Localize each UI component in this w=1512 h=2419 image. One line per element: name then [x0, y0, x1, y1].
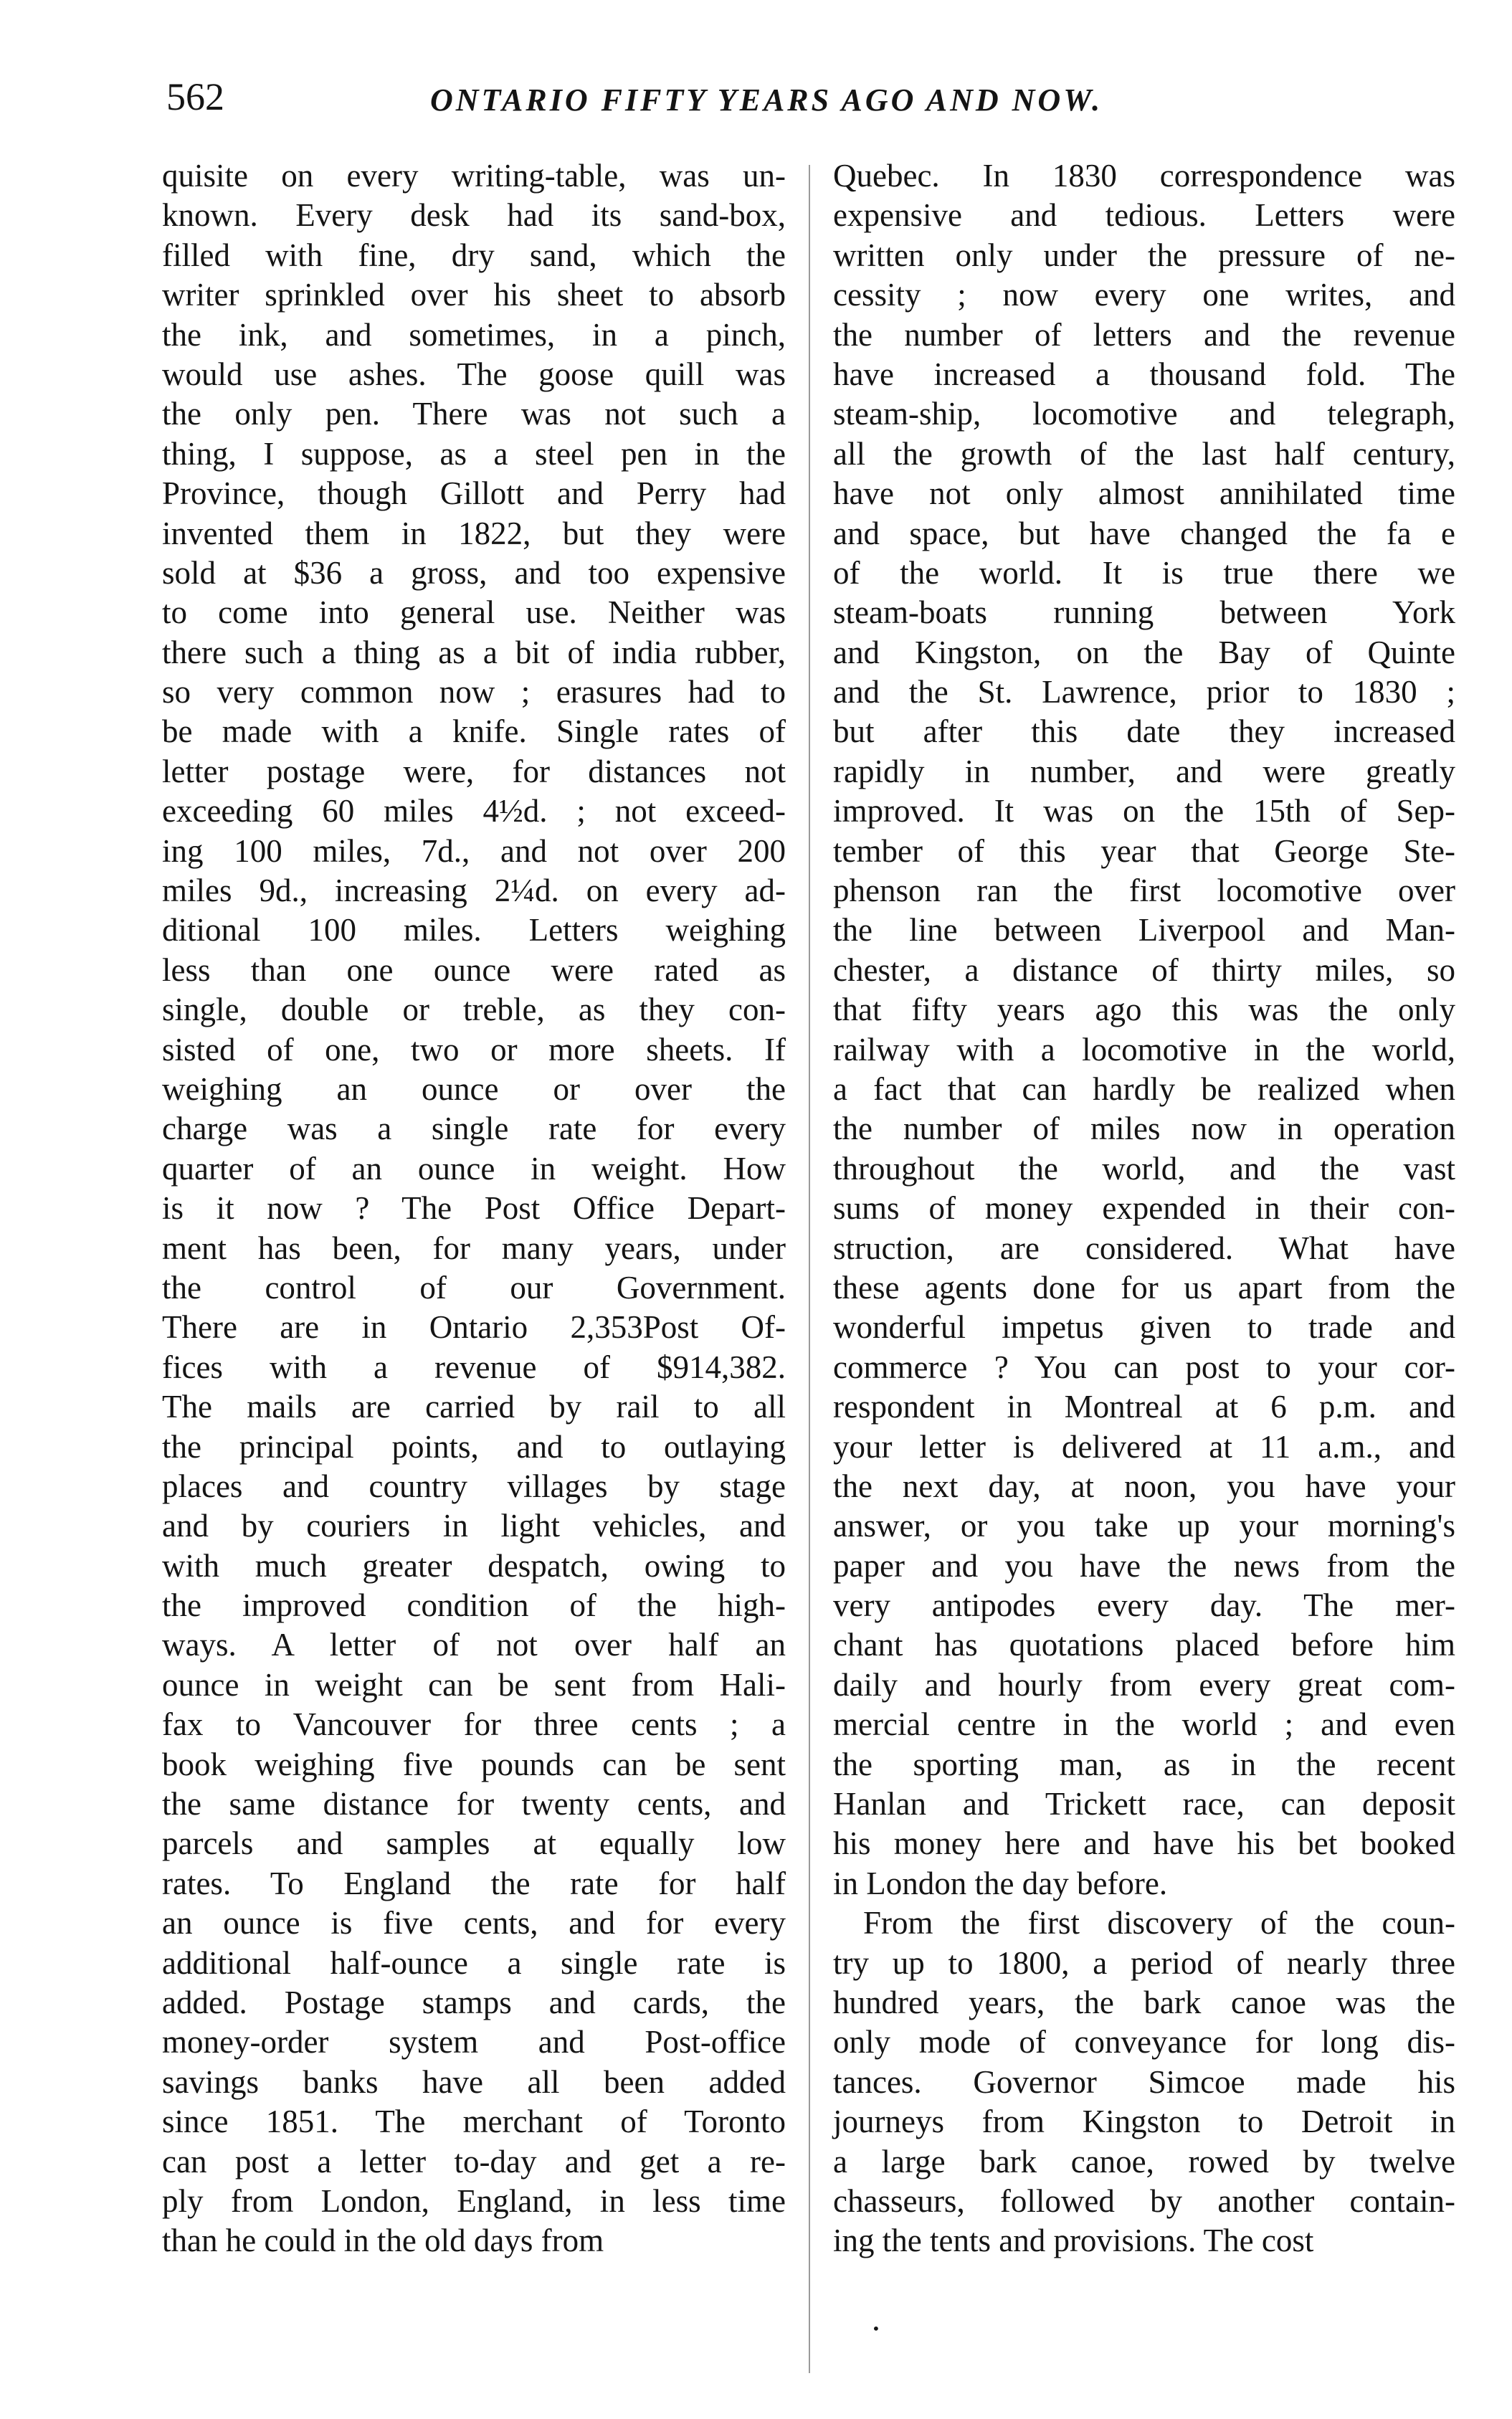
text-line: quarter of an ounce in weight. How — [162, 1150, 786, 1187]
text-line: phenson ran the first locomotive over — [833, 873, 1455, 909]
text-line: weighing an ounce or over the — [162, 1070, 786, 1107]
text-line: expensive and tedious. Letters were — [833, 197, 1455, 234]
text-line: thing, I suppose, as a steel pen in the — [162, 435, 786, 472]
text-line: chasseurs, followed by another contain- — [833, 2182, 1455, 2219]
text-line: letter postage were, for distances not — [162, 753, 786, 789]
text-line: ditional 100 miles. Letters weighing — [162, 912, 786, 949]
text-line: since 1851. The merchant of Toronto — [162, 2104, 786, 2140]
text-line: an ounce is five cents, and for every — [162, 1905, 786, 1942]
text-line: struction, are considered. What have — [833, 1230, 1455, 1266]
text-line: very antipodes every day. The mer- — [833, 1587, 1455, 1624]
text-line: all the growth of the last half century, — [833, 435, 1455, 472]
text-line: ply from London, England, in less time — [162, 2182, 786, 2219]
text-line: wonderful impetus given to trade and — [833, 1309, 1455, 1346]
text-line: steam-ship, locomotive and telegraph, — [833, 396, 1455, 432]
text-line: There are in Ontario 2,353Post Of- — [162, 1309, 786, 1346]
text-line: with much greater despatch, owing to — [162, 1547, 786, 1584]
text-line: fices with a revenue of $914,382. — [162, 1349, 786, 1385]
text-line: have increased a thousand fold. The — [833, 356, 1455, 392]
text-line: daily and hourly from every great com- — [833, 1666, 1455, 1703]
text-line: filled with fine, dry sand, which the — [162, 237, 786, 273]
right-text-column — [833, 156, 1455, 2261]
text-line: money-order system and Post-office — [162, 2024, 786, 2061]
text-line: answer, or you take up your morning's — [833, 1508, 1455, 1544]
text-line: savings banks have all been added — [162, 2063, 786, 2100]
text-line: exceeding 60 miles 4½d. ; not exceed- — [162, 793, 786, 830]
text-line: that fifty years ago this was the only — [833, 992, 1455, 1028]
column-divider — [809, 165, 810, 2373]
footer-mark: • — [872, 2320, 880, 2337]
text-line: chester, a distance of thirty miles, so — [833, 951, 1455, 988]
text-line: ing the tents and provisions. The cost — [833, 2223, 1314, 2259]
text-line: mercial centre in the world ; and even — [833, 1706, 1455, 1743]
text-line: ways. A letter of not over half an — [162, 1627, 786, 1663]
text-line: of the world. It is true there we — [833, 554, 1455, 591]
text-line: invented them in 1822, but they were — [162, 515, 786, 551]
text-line: than he could in the old days from — [162, 2223, 604, 2259]
text-line: these agents done for us apart from the — [833, 1269, 1455, 1306]
text-line: the control of our Government. — [162, 1269, 786, 1306]
text-line: so very common now ; erasures had to — [162, 674, 786, 711]
text-line: be made with a knife. Single rates of — [162, 713, 786, 750]
text-line: chant has quotations placed before him — [833, 1627, 1455, 1663]
text-line: places and country villages by stage — [162, 1468, 786, 1504]
left-text-column — [162, 156, 786, 2261]
text-line: single, double or treble, as they con- — [162, 992, 786, 1028]
text-line: try up to 1800, a period of nearly three — [833, 1944, 1455, 1981]
text-line: less than one ounce were rated as — [162, 951, 786, 988]
running-title: ONTARIO FIFTY YEARS AGO AND NOW. — [430, 82, 1103, 118]
text-line: have not only almost annihilated time — [833, 475, 1455, 512]
text-line: Hanlan and Trickett race, can deposit — [833, 1786, 1455, 1822]
text-line: the principal points, and to outlaying — [162, 1428, 786, 1465]
text-line: Province, though Gillott and Perry had — [162, 475, 786, 512]
text-line: ment has been, for many years, under — [162, 1230, 786, 1266]
text-line: From the first discovery of the coun- — [863, 1905, 1455, 1942]
text-line: but after this date they increased — [833, 713, 1455, 750]
text-line: rapidly in number, and were greatly — [833, 753, 1455, 789]
text-line: in London the day before. — [833, 1865, 1168, 1901]
text-line: the improved condition of the high- — [162, 1587, 786, 1624]
text-line: commerce ? You can post to your cor- — [833, 1349, 1455, 1385]
text-line: and space, but have changed the fa e — [833, 515, 1455, 551]
text-line: quisite on every writing-table, was un- — [162, 158, 786, 194]
text-line: paper and you have the news from the — [833, 1547, 1455, 1584]
text-line: added. Postage stamps and cards, the — [162, 1984, 786, 2020]
text-line: the number of miles now in operation — [833, 1111, 1455, 1147]
text-line: to come into general use. Neither was — [162, 594, 786, 631]
text-line: miles 9d., increasing 2¼d. on every ad- — [162, 873, 786, 909]
text-line: parcels and samples at equally low — [162, 1825, 786, 1862]
text-line: would use ashes. The goose quill was — [162, 356, 786, 392]
text-line: book weighing five pounds can be sent — [162, 1746, 786, 1782]
text-line: written only under the pressure of ne- — [833, 237, 1455, 273]
text-line: sums of money expended in their con- — [833, 1190, 1455, 1227]
text-line: the ink, and sometimes, in a pinch, — [162, 316, 786, 353]
text-line: only mode of conveyance for long dis- — [833, 2024, 1455, 2061]
text-line: a fact that can hardly be realized when — [833, 1070, 1455, 1107]
text-line: sold at $36 a gross, and too expensive — [162, 554, 786, 591]
text-line: fax to Vancouver for three cents ; a — [162, 1706, 786, 1743]
text-line: a large bark canoe, rowed by twelve — [833, 2143, 1455, 2180]
text-line: rates. To England the rate for half — [162, 1865, 786, 1901]
text-line: writer sprinkled over his sheet to absorb — [162, 277, 786, 313]
text-line: the line between Liverpool and Man- — [833, 912, 1455, 949]
text-line: cessity ; now every one writes, and — [833, 277, 1455, 313]
text-line: the number of letters and the revenue — [833, 316, 1455, 353]
text-line: improved. It was on the 15th of Sep- — [833, 793, 1455, 830]
page-number: 562 — [166, 75, 224, 118]
text-line: the same distance for twenty cents, and — [162, 1786, 786, 1822]
text-line: ing 100 miles, 7d., and not over 200 — [162, 832, 786, 869]
text-line: additional half-ounce a single rate is — [162, 1944, 786, 1981]
text-line: charge was a single rate for every — [162, 1111, 786, 1147]
text-line: steam-boats running between York — [833, 594, 1455, 631]
text-line: railway with a locomotive in the world, — [833, 1031, 1455, 1068]
text-line: the sporting man, as in the recent — [833, 1746, 1455, 1782]
text-line: your letter is delivered at 11 a.m., and — [833, 1428, 1455, 1465]
text-line: ounce in weight can be sent from Hali- — [162, 1666, 786, 1703]
text-line: there such a thing as a bit of india rubber, — [162, 634, 786, 670]
text-line: can post a letter to-day and get a re- — [162, 2143, 786, 2180]
text-line: and the St. Lawrence, prior to 1830 ; — [833, 674, 1455, 711]
text-line: is it now ? The Post Office Depart- — [162, 1190, 786, 1227]
text-line: Quebec. In 1830 correspondence was — [833, 158, 1455, 194]
text-line: his money here and have his bet booked — [833, 1825, 1455, 1862]
text-line: and by couriers in light vehicles, and — [162, 1508, 786, 1544]
text-line: tances. Governor Simcoe made his — [833, 2063, 1455, 2100]
text-line: The mails are carried by rail to all — [162, 1389, 786, 1425]
text-line: the only pen. There was not such a — [162, 396, 786, 432]
text-line: throughout the world, and the vast — [833, 1150, 1455, 1187]
text-line: journeys from Kingston to Detroit in — [833, 2104, 1455, 2140]
text-line: respondent in Montreal at 6 p.m. and — [833, 1389, 1455, 1425]
text-line: and Kingston, on the Bay of Quinte — [833, 634, 1455, 670]
text-line: the next day, at noon, you have your — [833, 1468, 1455, 1504]
text-line: tember of this year that George Ste- — [833, 832, 1455, 869]
text-line: known. Every desk had its sand-box, — [162, 197, 786, 234]
text-line: hundred years, the bark canoe was the — [833, 1984, 1455, 2020]
text-line: sisted of one, two or more sheets. If — [162, 1031, 786, 1068]
